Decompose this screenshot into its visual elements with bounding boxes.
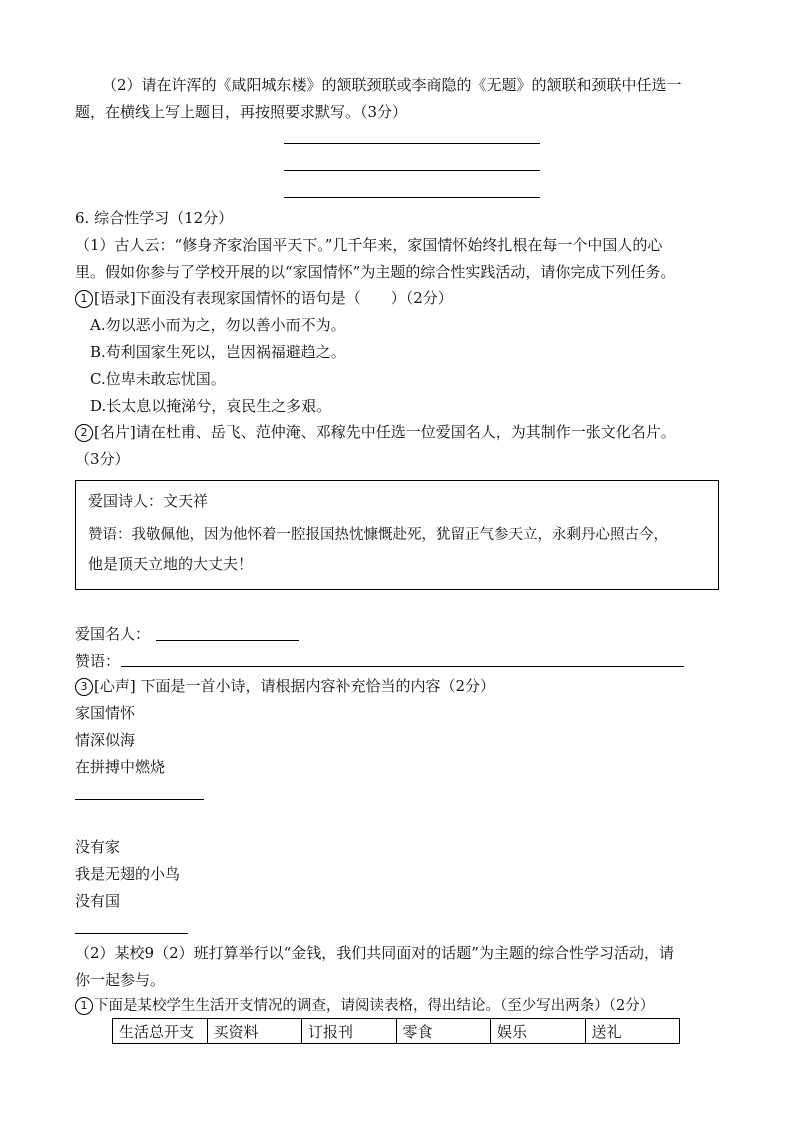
- poem-line: 没有国: [75, 892, 121, 910]
- q6-heading: 6. 综合性学习（12分）: [75, 209, 234, 227]
- task-1: [75, 288, 453, 308]
- fill-praise-label: 赞语：: [75, 652, 121, 670]
- poem-line: 我是无翅的小鸟: [75, 865, 181, 883]
- q6-1-line2: 里。假如你参与了学校开展的以“家国情怀”为主题的综合性实践活动，请你完成下列任务。: [75, 263, 676, 281]
- q5-2-line1: （2）请在许浑的《咸阳城东楼》的颔联颈联或李商隐的《无题》的颔联和颈联中任选一: [102, 76, 682, 94]
- poem-line: 家国情怀: [75, 704, 136, 722]
- task-2: [75, 422, 676, 442]
- expense-table: [112, 1018, 680, 1044]
- task-1-text: [语录]下面没有表现家国情怀的语句是（ ）（2分）: [94, 289, 453, 307]
- table-header-cell: 零食: [396, 1019, 491, 1044]
- circled-number-2: 2: [75, 424, 93, 442]
- option-a[interactable]: A.勿以恶小而为之，勿以善小而不为。: [90, 316, 346, 334]
- option-d[interactable]: D.长太息以掩涕兮，哀民生之多艰。: [90, 397, 332, 415]
- circled-number-1: 1: [75, 290, 93, 308]
- example-card: [75, 480, 719, 590]
- poem-blank-line-1[interactable]: [75, 799, 204, 800]
- q6-2-line1: （2）某校9（2）班打算举行以“金钱，我们共同面对的话题”为主题的综合性学习活动，请: [75, 944, 674, 962]
- option-c[interactable]: C.位卑未敢忘忧国。: [90, 370, 226, 388]
- fill-praise-line[interactable]: [121, 666, 684, 667]
- answer-line-1[interactable]: [284, 143, 540, 144]
- q6-1-line1: （1）古人云：“修身齐家治国平天下。”几千年来，家国情怀始终扎根在每一个中国人的心: [75, 236, 663, 254]
- task-3-text: [心声] 下面是一首小诗，请根据内容补充恰当的内容（2分）: [94, 677, 496, 695]
- poem-line: 在拼搏中燃烧: [75, 758, 166, 776]
- example-card-praise-line2: 他是顶天立地的大丈夫！: [88, 555, 254, 573]
- table-header-cell: 生活总开支: [113, 1019, 208, 1044]
- poem-line: 情深似海: [75, 731, 136, 749]
- answer-line-2[interactable]: [284, 170, 540, 171]
- q5-2-line2: 题，在横线上写上题目，再按照要求默写。（3分）: [75, 103, 408, 121]
- answer-line-3[interactable]: [284, 197, 540, 198]
- task-3: [75, 676, 495, 696]
- poem-blank-line-2[interactable]: [75, 933, 188, 934]
- fill-name-line[interactable]: [156, 640, 299, 641]
- fill-name-label: 爱国名人：: [75, 625, 151, 643]
- table-header-cell: 买资料: [207, 1019, 302, 1044]
- task-4: [75, 996, 654, 1016]
- q6-2-line2: 你一起参与。: [75, 971, 166, 989]
- table-row: [113, 1019, 680, 1044]
- circled-number-1: 1: [75, 997, 93, 1015]
- task-2-points: （3分）: [75, 450, 130, 468]
- table-header-cell: 送礼: [585, 1019, 680, 1044]
- option-b[interactable]: B.苟利国家生死以，岂因祸福避趋之。: [90, 343, 346, 361]
- poem-line: 没有家: [75, 838, 121, 856]
- circled-number-3: 3: [75, 678, 93, 696]
- table-header-cell: 订报刊: [302, 1019, 397, 1044]
- example-card-praise-line1: 赞语：我敬佩他，因为他怀着一腔报国热忱慷慨赴死，犹留正气参天立，永剩丹心照古今，: [88, 527, 668, 543]
- task-4-text: 下面是某校学生生活开支情况的调查，请阅读表格，得出结论。（至少写出两条）（2分）: [94, 998, 655, 1014]
- task-2-text: [名片]请在杜甫、岳飞、范仲淹、邓稼先中任选一位爱国名人，为其制作一张文化名片。: [94, 423, 676, 441]
- example-card-title: 爱国诗人：文天祥: [88, 492, 209, 510]
- table-header-cell: 娱乐: [491, 1019, 586, 1044]
